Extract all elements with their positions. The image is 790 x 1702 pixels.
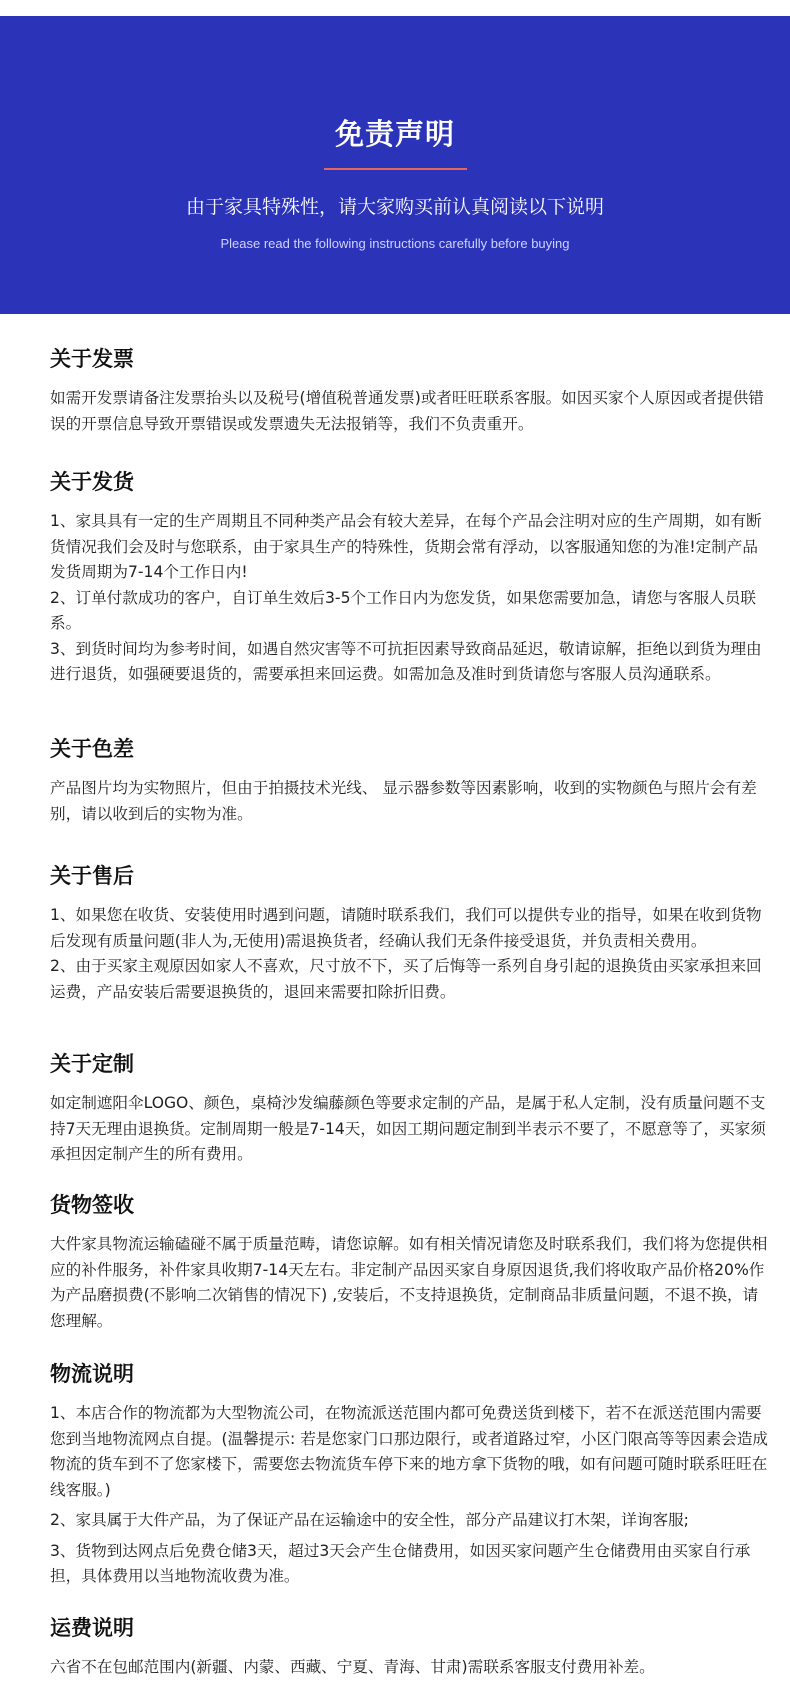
section-logistics — [50, 1359, 770, 1590]
page-subtitle-english: Please read the following instructions carefully before buying — [220, 236, 570, 251]
section-paragraph: 2、订单付款成功的客户，自订单生效后3-5个工作日内为您发货，如果您需要加急，请您与客服人员联系。 — [50, 588, 756, 632]
section-paragraph: 2、由于买家主观原因如家人不喜欢，尺寸放不下，买了后悔等一系列自身引起的退换货由买家承担来回运费，产品安装后需要退换货的，退回来需要扣除折旧费。 — [50, 957, 762, 1001]
section-title: 关于定制 — [50, 1052, 134, 1076]
section-paragraph: 1、如果您在收货、安装使用时遇到问题，请随时联系我们，我们可以提供专业的指导，如果在收到货物后发现有质量问题(非人为,无使用)需退换货者，经确认我们无条件接受退货，并负责相关费用。 — [50, 906, 762, 950]
page-subtitle: 由于家具特殊性，请大家购买前认真阅读以下说明 — [185, 196, 604, 218]
page-title: 免责声明 — [334, 117, 455, 151]
section-paragraph: 1、本店合作的物流都为大型物流公司，在物流派送范围内都可免费送货到楼下，若不在派送范围内需要您到当地物流网点自提。(温馨提示: 若是您家门口那边限行，或者道路过窄，小区门限高等等因素会造成物流的货车到不了您家楼下，需要您去物流货车停下来的地方拿下货物的哦，如有问题可随时联系旺旺在线客服。) — [50, 1404, 769, 1499]
section-paragraph: 3、货物到达网点后免费仓储3天，超过3天会产生仓储费用，如因买家问题产生仓储费用由买家自行承担，具体费用以当地物流收费为准。 — [50, 1541, 751, 1585]
section-title: 货物签收 — [50, 1193, 134, 1217]
section-after-sales — [50, 861, 770, 1005]
section-title: 关于发货 — [50, 470, 134, 494]
section-paragraph: 产品图片均为实物照片，但由于拍摄技术光线、 显示器参数等因素影响，收到的实物颜色与照片会有差别，请以收到后的实物为准。 — [50, 779, 757, 823]
section-title: 运费说明 — [50, 1616, 134, 1640]
section-paragraph: 3、到货时间均为参考时间，如遇自然灾害等不可抗拒因素导致商品延迟，敬请谅解，拒绝以到货为理由进行退货，如强硬要退货的，需要承担来回运费。如需加急及准时到货请您与客服人员沟通联系。 — [50, 639, 762, 683]
section-title: 关于色差 — [50, 737, 134, 761]
section-invoice — [50, 344, 770, 437]
section-title: 关于发票 — [50, 347, 134, 371]
section-color-difference — [50, 734, 770, 827]
disclaimer-header-banner — [0, 16, 790, 314]
section-customization — [50, 1049, 770, 1168]
section-shipping — [50, 467, 770, 688]
section-title: 物流说明 — [50, 1362, 134, 1386]
section-paragraph: 2、家具属于大件产品，为了保证产品在运输途中的安全性，部分产品建议打木架，详询客服; — [50, 1511, 689, 1529]
section-delivery-receipt — [50, 1190, 770, 1334]
section-paragraph: 如需开发票请备注发票抬头以及税号(增值税普通发票)或者旺旺联系客服。如因买家个人原因或者提供错误的开票信息导致开票错误或发票遗失无法报销等，我们不负责重开。 — [50, 389, 764, 433]
section-title: 关于售后 — [50, 864, 134, 888]
title-divider — [324, 168, 467, 170]
section-paragraph: 如定制遮阳伞LOGO、颜色，桌椅沙发编藤颜色等要求定制的产品，是属于私人定制，没有质量问题不支持7天无理由退换货。定制周期一般是7-14天，如因工期问题定制到半表示不要了，不愿意等了，买家须承担因定制产生的所有费用。 — [50, 1094, 766, 1163]
section-paragraph: 大件家具物流运输磕碰不属于质量范畴，请您谅解。如有相关情况请您及时联系我们，我们将为您提供相应的补件服务，补件家具收期7-14天左右。非定制产品因买家自身原因退货,我们将收取产品价格20%作为产品磨损费(不影响二次销售的情况下) ,安装后，不支持退换货，定制商品非质量问题，不退不换，请您理解。 — [50, 1235, 768, 1330]
section-paragraph: 六省不在包邮范围内(新疆、内蒙、西藏、宁夏、青海、甘肃)需联系客服支付费用补差。 — [50, 1658, 655, 1676]
top-strip — [0, 0, 790, 16]
section-paragraph: 1、家具具有一定的生产周期且不同种类产品会有较大差异，在每个产品会注明对应的生产周期，如有断货情况我们会及时与您联系，由于家具生产的特殊性，货期会常有浮动，以客服通知您的为准!定制产品发货周期为7-14个工作日内! — [50, 512, 762, 581]
section-shipping-fee — [50, 1613, 770, 1681]
